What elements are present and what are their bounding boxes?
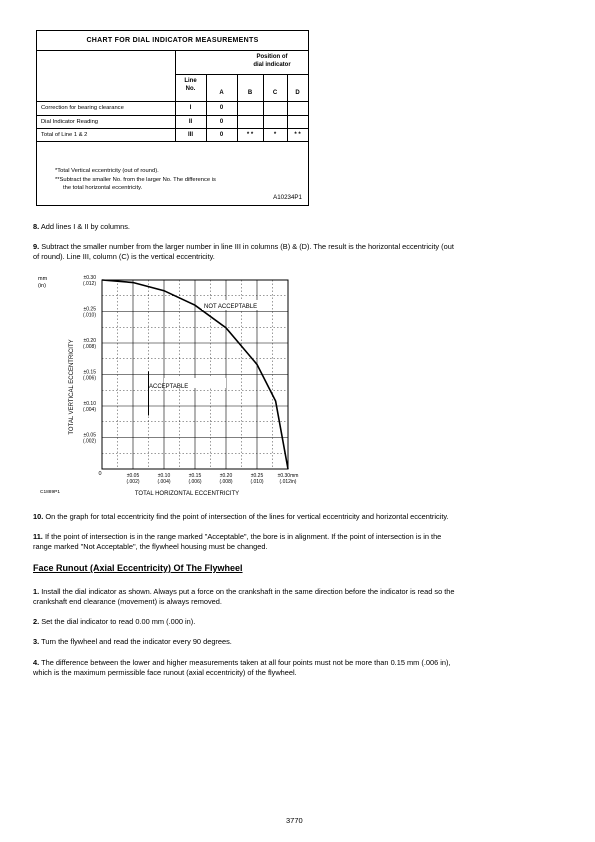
row-value: 0: [219, 132, 224, 138]
row-value: 0: [219, 105, 224, 111]
y-tick-label: (.008): [82, 344, 96, 350]
row-label: Correction for bearing clearance: [41, 105, 124, 111]
y-tick-label: (.002): [82, 438, 96, 445]
divider: [175, 50, 176, 141]
position-header: Position of dial indicator: [253, 54, 291, 68]
face-step-4: 4. The difference between the lower and higher measurements taken at all four points must not be more than 0.15 mm (.006 in), which is the maximum permissible face runout (axial eccentricity) of the flywheel.: [33, 658, 451, 677]
step-9: 9. Subtract the smaller number from the larger number in line III in columns (B) & (D). The result is the horizontal eccentricity (out of round). Line III, column (C) is the vertical eccentricity.: [33, 242, 454, 261]
y-tick-label: (.004): [82, 407, 96, 413]
row-value: 0: [219, 119, 224, 125]
row-value: * *: [294, 132, 301, 138]
divider: [37, 128, 308, 129]
row-line-no: II: [188, 119, 193, 125]
divider: [37, 141, 308, 142]
row-value: *: [273, 132, 277, 138]
face-step-1: 1. Install the dial indicator as shown. Always put a force on the crankshaft in the same direction before the indicator is read so the crankshaft end clearance (movement) is always removed.: [33, 587, 455, 606]
page-number: 3770: [286, 816, 303, 825]
x-origin-label: 0: [98, 471, 102, 477]
y-tick-label: ±0.15: [83, 369, 96, 376]
step-11: 11. If the point of intersection is in the range marked "Acceptable", the bore is in alignment. If the point of intersection is in the range marked "Not Acceptable", the flywheel housing must be changed.: [33, 532, 442, 551]
chart-note: **Subtract the smaller No. from the larger No. The difference is: [55, 177, 216, 183]
x-tick-label: (.004): [157, 479, 171, 485]
row-label: Dial Indicator Reading: [41, 119, 99, 125]
chart-note: *Total Vertical eccentricity (out of round).: [55, 168, 159, 174]
x-tick-label: ±0.10: [157, 473, 171, 479]
figure-code: C1889P1: [40, 490, 61, 495]
chart-note: the total horizontal eccentricity.: [63, 185, 143, 191]
y-tick-label: ±0.10: [83, 401, 96, 407]
y-tick-label: ±0.20: [83, 338, 96, 344]
x-tick-label: (.010): [250, 479, 264, 485]
row-line-no: I: [189, 105, 192, 111]
chart-code: A10234P1: [273, 194, 302, 201]
x-tick-label: (.012in): [279, 479, 297, 485]
step-10: 10. On the graph for total eccentricity find the point of intersection of the lines for vertical eccentricity and horizontal eccentricity.: [33, 512, 449, 521]
y-tick-label: ±0.25: [83, 306, 96, 313]
eccentricity-graph: [36, 272, 326, 500]
column-header: C: [272, 90, 278, 96]
row-value: * *: [246, 132, 254, 138]
x-tick-label: (.002): [126, 479, 140, 485]
column-header: A: [219, 90, 224, 96]
line-header: Line No.: [184, 78, 197, 92]
row-label: Total of Line 1 & 2: [41, 132, 88, 138]
y-axis-label: TOTAL VERTICAL ECCENTRICITY: [69, 339, 75, 435]
x-tick-label: ±0.20: [219, 473, 233, 479]
y-tick-label: ±0.05: [83, 432, 96, 439]
divider: [37, 101, 308, 102]
x-tick-label: ±0.05: [126, 473, 140, 479]
column-header: B: [247, 90, 253, 96]
x-tick-label: ±0.25: [250, 473, 264, 479]
x-tick-label: ±0.30mm: [277, 473, 299, 479]
column-header: D: [295, 90, 300, 96]
face-step-2: 2. Set the dial indicator to read 0.00 mm (.000 in).: [33, 617, 196, 626]
x-tick-label: ±0.15: [188, 473, 202, 479]
section-heading: Face Runout (Axial Eccentricity) Of The Flywheel: [33, 563, 243, 573]
y-tick-label: (.012): [82, 281, 96, 287]
y-tick-label: (.010): [82, 312, 96, 319]
x-tick-label: (.008): [219, 479, 233, 485]
x-tick-label: (.006): [188, 479, 202, 485]
face-step-3: 3. Turn the flywheel and read the indicator every 90 degrees.: [33, 637, 232, 646]
row-line-no: III: [187, 132, 193, 138]
x-axis-label: TOTAL HORIZONTAL ECCENTRICITY: [134, 491, 240, 497]
y-tick-label: (.006): [82, 375, 96, 382]
y-tick-label: ±0.30: [83, 275, 96, 281]
unit-mm: mm: [38, 276, 48, 282]
divider: [37, 115, 308, 116]
unit-in: (in): [38, 283, 46, 289]
chart-title: CHART FOR DIAL INDICATOR MEASUREMENTS: [37, 31, 308, 51]
step-8: 8. Add lines I & II by columns.: [33, 222, 130, 231]
dial-indicator-chart: [36, 30, 309, 206]
divider: [175, 74, 308, 75]
not-acceptable-label: NOT ACCEPTABLE: [204, 304, 258, 310]
acceptable-label: ACCEPTABLE: [149, 384, 189, 390]
